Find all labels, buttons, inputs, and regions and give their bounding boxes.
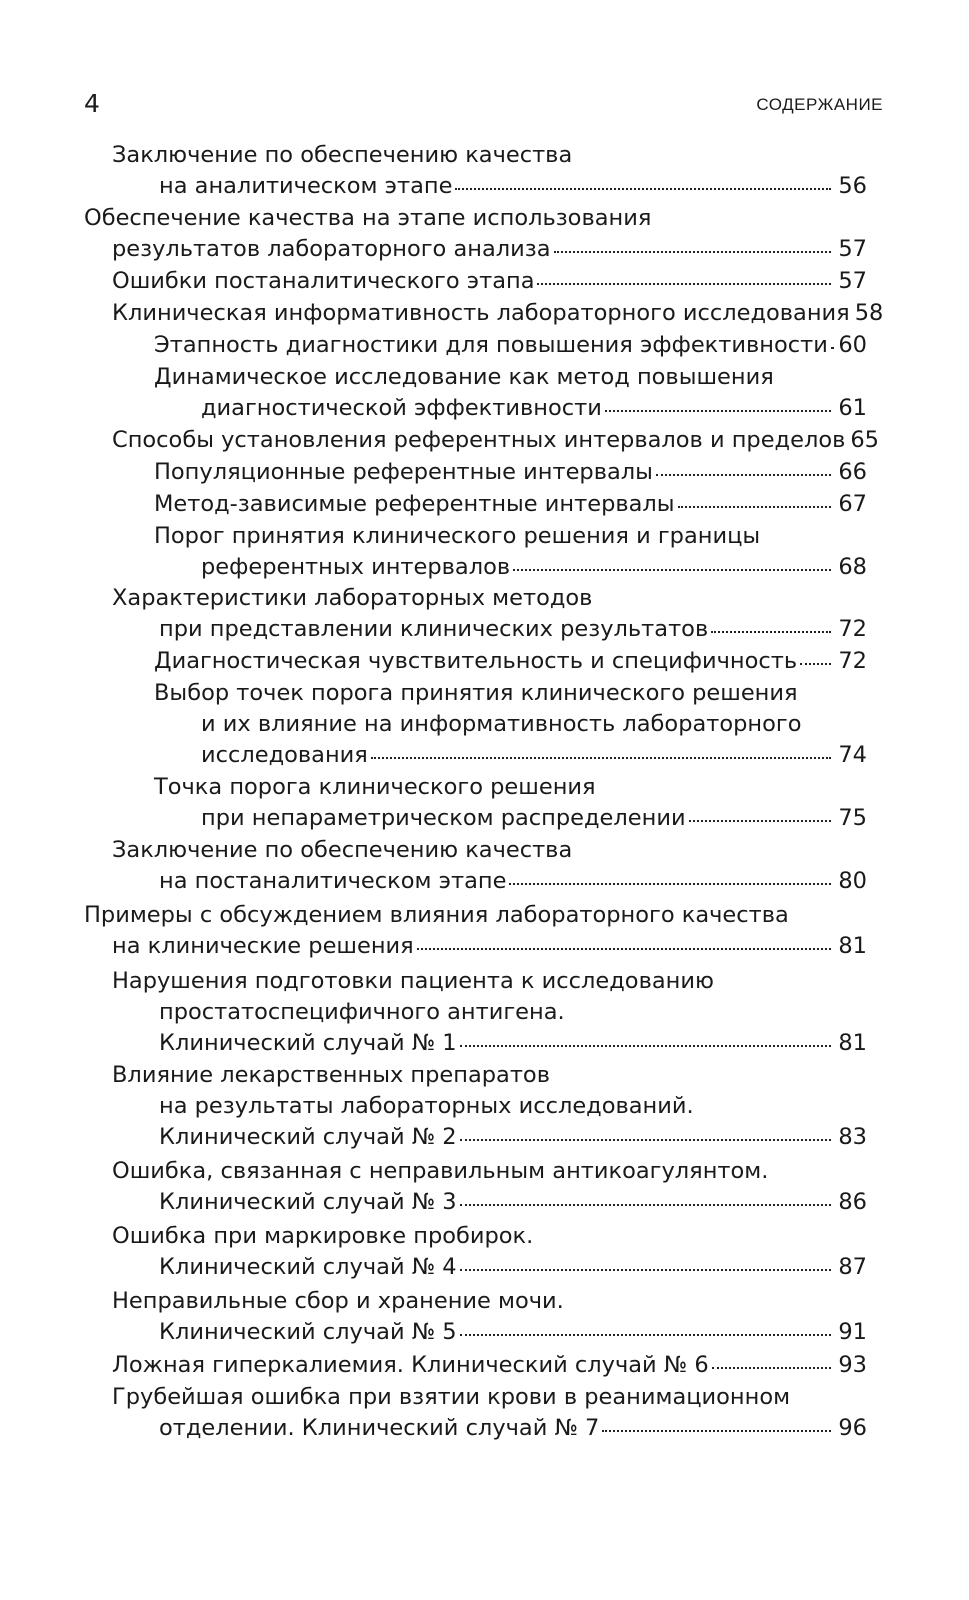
- dot-leader: [460, 1044, 831, 1047]
- toc-page-number: 68: [838, 554, 867, 580]
- toc-entry-title: Обеспечение качества на этапе использования: [84, 205, 652, 231]
- toc-entry[interactable]: [0, 266, 969, 297]
- toc-entry[interactable]: [0, 362, 969, 424]
- toc-page-number: 80: [838, 868, 867, 894]
- running-title: СОДЕРЖАНИЕ: [756, 95, 883, 114]
- toc-entry-title: результатов лабораторного анализа: [112, 236, 551, 262]
- toc-entry-title: Неправильные сбор и хранение мочи.: [112, 1288, 564, 1314]
- dot-leader: [656, 473, 831, 476]
- toc-entry-title: референтных интервалов: [201, 554, 511, 580]
- toc-page-number: 65: [850, 427, 879, 453]
- toc-entry-title: Этапность диагностики для повышения эффективности: [154, 332, 828, 358]
- toc-entry-title: Нарушения подготовки пациента к исследованию: [112, 968, 714, 994]
- toc-entry[interactable]: [0, 900, 969, 962]
- toc-page-number: 96: [838, 1415, 867, 1441]
- toc-page-number: 57: [838, 268, 867, 294]
- dot-leader: [460, 1138, 831, 1141]
- dot-leader: [712, 1366, 831, 1369]
- toc-page-number: 91: [838, 1319, 867, 1345]
- toc-page-number: 72: [838, 616, 867, 642]
- toc-entry[interactable]: [0, 521, 969, 583]
- toc-page-number: 75: [838, 805, 867, 831]
- toc-page-number: 61: [838, 395, 867, 421]
- toc-entry[interactable]: [0, 1156, 969, 1218]
- toc-entry-title: на постаналитическом этапе: [159, 868, 507, 894]
- dot-leader: [371, 756, 831, 759]
- dot-leader: [678, 505, 831, 508]
- toc-entry[interactable]: [0, 1382, 969, 1444]
- dot-leader: [711, 630, 831, 633]
- toc-entry-title: простатоспецифичного антигена.: [159, 999, 565, 1025]
- toc-entry[interactable]: [0, 646, 969, 677]
- toc-entry-title: Примеры с обсуждением влияния лабораторного качества: [84, 902, 789, 928]
- dot-leader: [460, 1268, 831, 1271]
- toc-entry[interactable]: [0, 1060, 969, 1153]
- toc-entry-title: Ошибка, связанная с неправильным антикоагулянтом.: [112, 1158, 769, 1184]
- toc-entry[interactable]: [0, 966, 969, 1059]
- toc-entry-title: при представлении клинических результатов: [159, 616, 709, 642]
- dot-leader: [605, 409, 831, 412]
- toc-entry[interactable]: [0, 425, 969, 456]
- toc-entry-title: Точка порога клинического решения: [154, 774, 596, 800]
- toc-entry[interactable]: [0, 678, 969, 771]
- toc-page-number: 86: [838, 1189, 867, 1215]
- table-of-contents: [0, 140, 969, 1444]
- toc-entry-title: Порог принятия клинического решения и границы: [154, 523, 761, 549]
- toc-entry-title: Заключение по обеспечению качества: [112, 837, 573, 863]
- toc-entry-title: Способы установления референтных интервалов и пределов: [112, 427, 846, 453]
- dot-leader: [602, 1429, 831, 1432]
- dot-leader: [800, 662, 831, 665]
- toc-entry-title: Клинический случай № 1: [159, 1030, 457, 1056]
- toc-page-number: 57: [838, 236, 867, 262]
- dot-leader: [513, 568, 831, 571]
- toc-page-number: 66: [838, 459, 867, 485]
- toc-page-number: 93: [838, 1352, 867, 1378]
- toc-entry-title: при непараметрическом распределении: [201, 805, 686, 831]
- toc-entry-title: Динамическое исследование как метод повышения: [154, 364, 774, 390]
- toc-entry-title: отделении. Клинический случай № 7: [159, 1415, 600, 1441]
- dot-leader: [554, 250, 831, 253]
- toc-page-number: 81: [838, 1030, 867, 1056]
- page-number: 4: [84, 89, 100, 118]
- toc-entry-title: и их влияние на информативность лабораторного: [201, 711, 802, 737]
- toc-entry-title: Выбор точек порога принятия клинического решения: [154, 680, 798, 706]
- toc-entry-title: Ошибка при маркировке пробирок.: [112, 1223, 534, 1249]
- toc-page-number: 74: [838, 742, 867, 768]
- toc-entry-title: Характеристики лабораторных методов: [112, 585, 593, 611]
- dot-leader: [460, 1333, 831, 1336]
- toc-entry-title: Клиническая информативность лабораторного исследования: [112, 300, 850, 326]
- toc-entry-title: Ложная гиперкалиемия. Клинический случай № 6: [112, 1352, 709, 1378]
- toc-entry[interactable]: [0, 330, 969, 361]
- toc-entry-title: Влияние лекарственных препаратов: [112, 1062, 550, 1088]
- toc-page-number: 83: [838, 1124, 867, 1150]
- toc-page-number: 60: [838, 332, 867, 358]
- page-header: [84, 88, 883, 120]
- toc-page-number: 58: [854, 300, 884, 326]
- toc-entry-title: Клинический случай № 5: [159, 1319, 457, 1345]
- dot-leader: [417, 947, 831, 950]
- toc-entry-title: Диагностическая чувствительность и специфичность: [154, 648, 798, 674]
- toc-entry-title: на аналитическом этапе: [159, 173, 453, 199]
- toc-entry-title: на результаты лабораторных исследований.: [159, 1093, 694, 1119]
- toc-entry-title: Ошибки постаналитического этапа: [112, 268, 535, 294]
- toc-page-number: 72: [838, 648, 867, 674]
- dot-leader: [537, 282, 831, 285]
- toc-entry-title: Заключение по обеспечению качества: [112, 142, 573, 168]
- toc-entry[interactable]: [0, 203, 969, 265]
- dot-leader: [689, 819, 831, 822]
- toc-entry-title: Популяционные референтные интервалы: [154, 459, 653, 485]
- toc-entry[interactable]: [0, 583, 969, 645]
- toc-entry[interactable]: [0, 1286, 969, 1348]
- dot-leader: [455, 187, 831, 190]
- toc-page-number: 67: [838, 491, 867, 517]
- toc-entry-title: Клинический случай № 2: [159, 1124, 457, 1150]
- toc-page-number: 56: [838, 173, 867, 199]
- toc-entry-title: Метод-зависимые референтные интервалы: [154, 491, 675, 517]
- toc-entry[interactable]: [0, 1221, 969, 1283]
- toc-page-number: 87: [838, 1254, 867, 1280]
- toc-entry[interactable]: [0, 1350, 969, 1381]
- dot-leader: [460, 1203, 831, 1206]
- toc-entry-title: на клинические решения: [112, 933, 414, 959]
- toc-entry-title: Клинический случай № 3: [159, 1189, 457, 1215]
- toc-entry-title: Грубейшая ошибка при взятии крови в реанимационном: [112, 1384, 791, 1410]
- toc-entry-title: Клинический случай № 4: [159, 1254, 457, 1280]
- dot-leader: [509, 882, 831, 885]
- toc-entry-title: исследования: [201, 742, 368, 768]
- toc-entry[interactable]: [0, 457, 969, 488]
- toc-entry[interactable]: [0, 772, 969, 834]
- toc-entry[interactable]: [0, 298, 969, 329]
- toc-entry[interactable]: [0, 489, 969, 520]
- toc-entry[interactable]: [0, 140, 969, 202]
- toc-page-number: 81: [838, 933, 867, 959]
- toc-entry-title: диагностической эффективности: [201, 395, 602, 421]
- toc-entry[interactable]: [0, 835, 969, 897]
